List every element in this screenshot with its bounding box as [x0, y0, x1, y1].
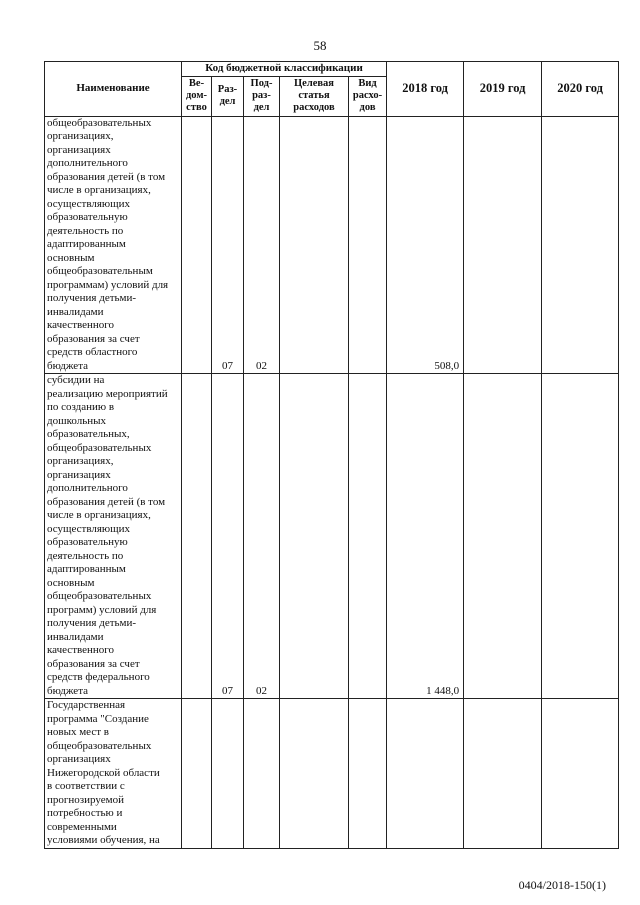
budget-table: [44, 61, 619, 849]
header-2018: 2018 год: [387, 62, 464, 117]
row-name: общеобразовательных организациях, организациях дополнительного образования детей (в том числе в организациях, осуществляющих образовательную деятельность по адаптированным основным общеобразовательным программам) условий для получения детьми- инвалидами качественного образования за счет средств областного бюджета: [45, 116, 182, 374]
row-name: субсидии на реализацию мероприятий по созданию в дошкольных образовательных, общеобразовательных организациях, организациях дополнительного образования детей (в том числе в организациях, осуществляющих образовательную деятельность по адаптированным основным общеобразовательных программ) условий для получения детьми- инвалидами качественного образования за счет средств федерального бюджета: [45, 374, 182, 699]
row-expense-type: [349, 374, 387, 699]
row-expense-type: [349, 699, 387, 849]
row-value-2019: [464, 374, 542, 699]
row-value-2020: [542, 699, 619, 849]
row-name: Государственная программа "Создание новых мест в общеобразовательных организациях Нижегородской области в соответствии с прогнозируемой потребностью и современными условиями обучения, на: [45, 699, 182, 849]
document-code: 0404/2018-150(1): [518, 878, 606, 892]
row-value-2019: [464, 116, 542, 374]
row-department: [182, 116, 212, 374]
row-subsection: [244, 699, 280, 849]
row-subsection: 02: [244, 374, 280, 699]
header-2019: 2019 год: [464, 62, 542, 117]
row-section: 07: [212, 374, 244, 699]
row-target-item: [280, 699, 349, 849]
header-name: Наименование: [45, 62, 182, 117]
table-header: [45, 62, 619, 117]
row-value-2019: [464, 699, 542, 849]
row-section: [212, 699, 244, 849]
row-value-2018: 1 448,0: [387, 374, 464, 699]
header-classification-group: Код бюджетной классификации: [182, 62, 387, 77]
header-department: Ве- дом- ство: [182, 76, 212, 116]
row-target-item: [280, 374, 349, 699]
row-value-2018: [387, 699, 464, 849]
page-number: 58: [313, 38, 327, 53]
row-value-2018: 508,0: [387, 116, 464, 374]
table-row: [45, 374, 619, 699]
row-value-2020: [542, 116, 619, 374]
row-section: 07: [212, 116, 244, 374]
table-row: [45, 116, 619, 374]
row-subsection: 02: [244, 116, 280, 374]
row-target-item: [280, 116, 349, 374]
row-department: [182, 374, 212, 699]
table-row: [45, 699, 619, 849]
header-section: Раз- дел: [212, 76, 244, 116]
row-expense-type: [349, 116, 387, 374]
header-2020: 2020 год: [542, 62, 619, 117]
header-target-item: Целевая статья расходов: [280, 76, 349, 116]
row-value-2020: [542, 374, 619, 699]
header-expense-type: Вид расхо- дов: [349, 76, 387, 116]
row-department: [182, 699, 212, 849]
header-subsection: Под- раз- дел: [244, 76, 280, 116]
